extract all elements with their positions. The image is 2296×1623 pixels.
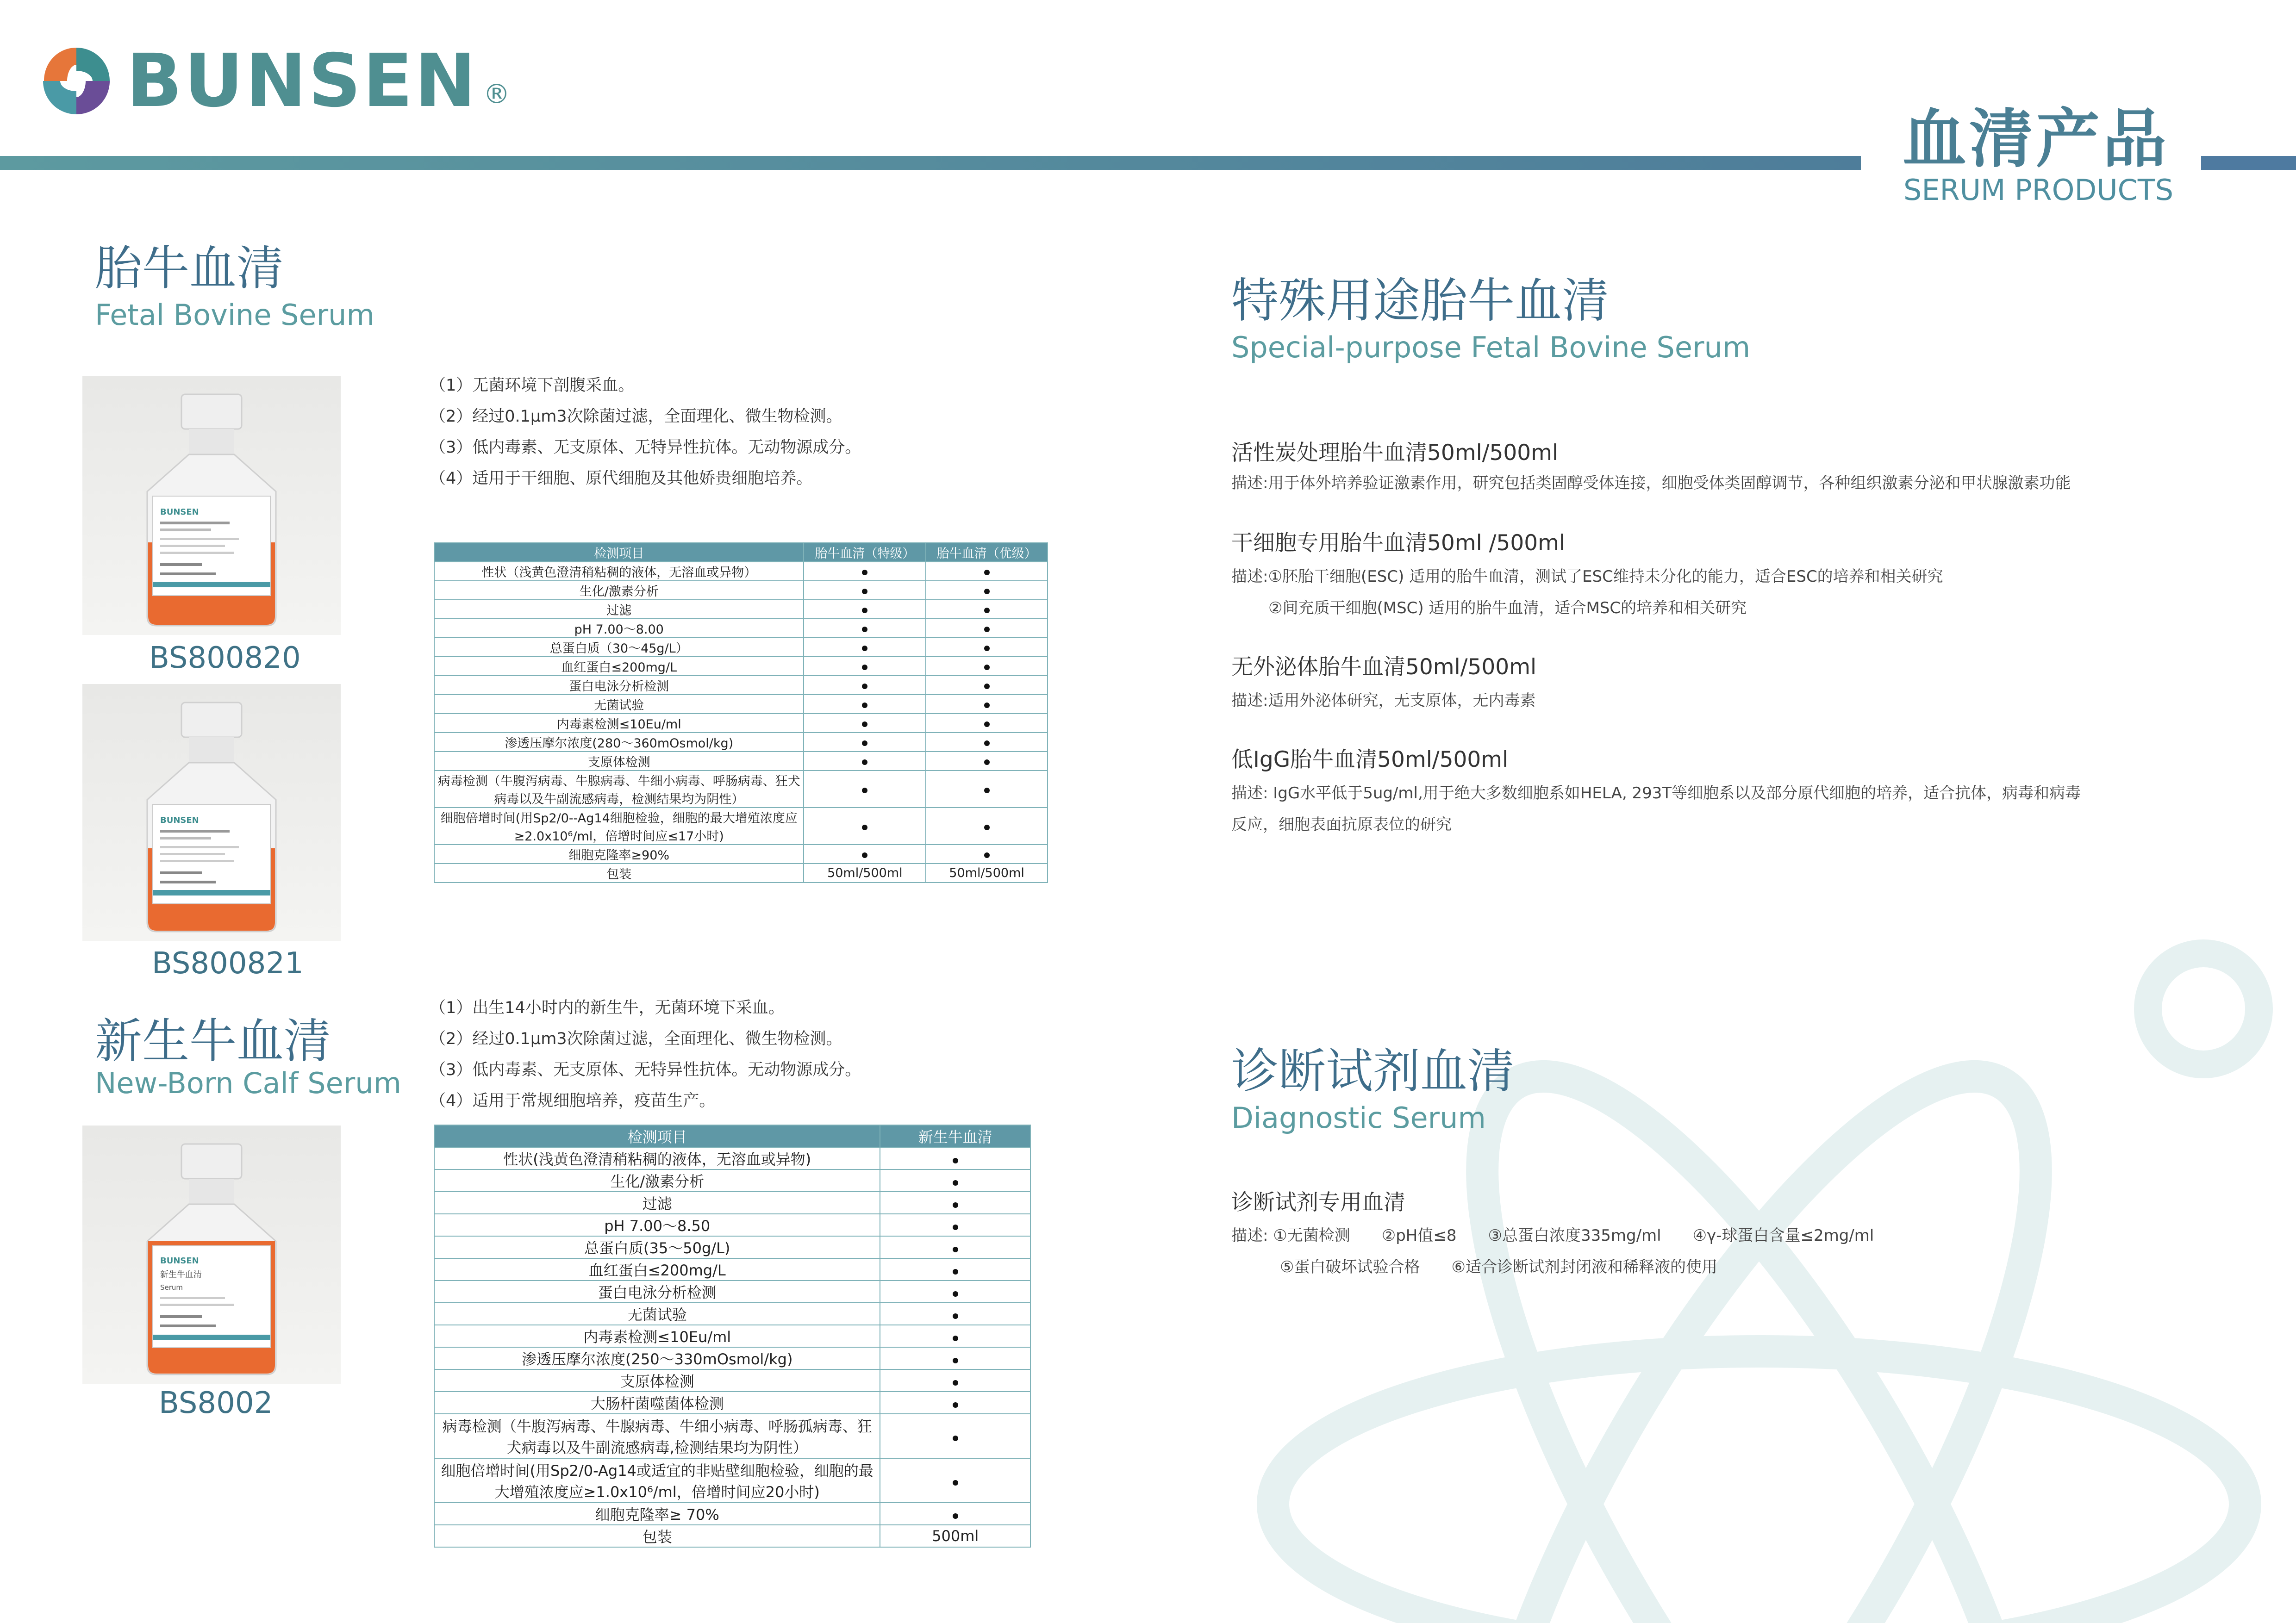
- nbcs-feature: （4）适用于常规细胞培养，疫苗生产。: [430, 1092, 716, 1110]
- dot-icon: [953, 1336, 958, 1341]
- dot-icon: [862, 627, 867, 632]
- table-header: 检测项目: [434, 1125, 880, 1147]
- table-cell-item: 包装: [434, 864, 804, 883]
- check-dot: [926, 638, 1048, 657]
- header-bar: [0, 156, 1861, 170]
- svg-text:BUNSEN: BUNSEN: [160, 507, 199, 517]
- table-cell-item: 大肠杆菌噬菌体检测: [434, 1392, 880, 1414]
- check-dot: [880, 1303, 1030, 1325]
- bottle-line: Serum: [160, 1283, 183, 1292]
- desc-line: 描述: IgG水平低于5ug/ml,用于绝大多数细胞系如HELA, 293T等细胞系以及部分原代细胞的培养，适合抗体，病毒和病毒: [1231, 784, 2081, 802]
- table-row: [434, 1192, 1030, 1214]
- special-item-desc: [1231, 561, 1943, 624]
- check-dot: [804, 771, 926, 808]
- dot-icon: [953, 1158, 958, 1163]
- special-item-title: 干细胞专用胎牛血清50ml /500ml: [1231, 530, 1565, 556]
- diagnostic-subtitle: Diagnostic Serum: [1231, 1101, 1486, 1135]
- table-row: [434, 1303, 1030, 1325]
- table-row: [434, 1147, 1030, 1169]
- dot-icon: [953, 1313, 958, 1319]
- table-cell-item: 细胞倍增时间(用Sp2/0--Ag14细胞检验，细胞的最大增殖浓度应≥2.0x10⁶/ml，倍增时间应≤17小时): [434, 808, 804, 845]
- check-dot: [926, 619, 1048, 638]
- dot-icon: [862, 665, 867, 670]
- check-dot: [926, 657, 1048, 676]
- table-row: [434, 771, 1048, 808]
- desc-line: 描述:适用外泌体研究，无支原体，无内毒素: [1231, 691, 1536, 710]
- desc-line: 描述: ①无菌检测 ②pH值≤8 ③总蛋白浓度335mg/ml ④γ-球蛋白含量≤2mg/ml: [1231, 1226, 1874, 1245]
- dot-icon: [862, 703, 867, 708]
- dot-icon: [984, 608, 990, 613]
- table-row: [434, 1281, 1030, 1303]
- product-image-bs800820: [82, 376, 341, 635]
- table-cell-item: 细胞克隆率≥90%: [434, 845, 804, 864]
- check-dot: [880, 1503, 1030, 1525]
- table-row: [434, 1503, 1030, 1525]
- check-dot: [926, 808, 1048, 845]
- check-dot: [926, 714, 1048, 733]
- table-cell-item: 蛋白电泳分析检测: [434, 676, 804, 695]
- serum-bottle-icon: [82, 1126, 341, 1384]
- nbcs-feature: （3）低内毒素、无支原体、无特异性抗体。无动物源成分。: [430, 1061, 861, 1079]
- dot-icon: [953, 1247, 958, 1252]
- check-dot: [804, 619, 926, 638]
- dot-icon: [984, 852, 990, 858]
- table-row: [434, 676, 1048, 695]
- diagnostic-desc: [1231, 1220, 1874, 1283]
- check-dot: [926, 695, 1048, 714]
- table-row: [434, 733, 1048, 752]
- table-cell-item: 病毒检测（牛腹泻病毒、牛腺病毒、牛细小病毒、呼肠孤病毒、狂犬病毒以及牛副流感病毒,检测结果均为阴性）: [434, 1414, 880, 1458]
- dot-icon: [984, 703, 990, 708]
- special-item-desc: [1231, 777, 2081, 840]
- logo-text: BUNSEN: [126, 38, 478, 124]
- dot-icon: [953, 1180, 958, 1186]
- dot-icon: [862, 608, 867, 613]
- dot-icon: [862, 788, 867, 793]
- table-row: [434, 600, 1048, 619]
- table-row: [434, 1325, 1030, 1347]
- table-row: [434, 808, 1048, 845]
- fbs-feature: （1）无菌环境下剖腹采血。: [430, 376, 635, 395]
- special-subtitle: Special-purpose Fetal Bovine Serum: [1231, 330, 1751, 364]
- table-cell-item: 支原体检测: [434, 752, 804, 771]
- table-row: [434, 695, 1048, 714]
- table-cell-item: 性状（浅黄色澄清稍粘稠的液体，无溶血或异物）: [434, 562, 804, 581]
- page-title: 血清产品: [1903, 102, 2170, 176]
- serum-bottle-icon: [82, 684, 341, 941]
- table-cell-item: 病毒检测（牛腹泻病毒、牛腺病毒、牛细小病毒、呼肠病毒、狂犬病毒以及牛副流感病毒，检测结果均为阴性）: [434, 771, 804, 808]
- special-title: 特殊用途胎牛血清: [1231, 274, 1609, 329]
- table-row: [434, 1214, 1030, 1236]
- table-cell-item: pH 7.00～8.50: [434, 1214, 880, 1236]
- table-cell-item: 内毒素检测≤10Eu/ml: [434, 1325, 880, 1347]
- dot-icon: [862, 684, 867, 689]
- table-row: [434, 864, 1048, 883]
- table-cell-item: 无菌试验: [434, 1303, 880, 1325]
- dot-icon: [953, 1202, 958, 1208]
- check-dot: [804, 733, 926, 752]
- desc-line: 描述:①胚胎干细胞(ESC) 适用的胎牛血清，测试了ESC维持未分化的能力，适合ESC的培养和相关研究: [1231, 567, 1943, 586]
- special-item-title: 无外泌体胎牛血清50ml/500ml: [1231, 654, 1537, 680]
- desc-line: ②间充质干细胞(MSC) 适用的胎牛血清，适合MSC的培养和相关研究: [1268, 599, 1747, 617]
- table-row: [434, 619, 1048, 638]
- table-cell-item: 无菌试验: [434, 695, 804, 714]
- dot-icon: [862, 646, 867, 651]
- registered-mark: ®: [483, 78, 510, 110]
- check-dot: [804, 676, 926, 695]
- check-dot: [880, 1347, 1030, 1369]
- table-row: [434, 1347, 1030, 1369]
- check-dot: [926, 752, 1048, 771]
- product-image-bs8002: [82, 1126, 341, 1384]
- table-row: [434, 752, 1048, 771]
- fbs-subtitle: Fetal Bovine Serum: [95, 298, 374, 332]
- check-dot: [880, 1258, 1030, 1281]
- special-item-desc: [1231, 467, 2071, 499]
- check-dot: [880, 1236, 1030, 1258]
- table-cell-item: 过滤: [434, 1192, 880, 1214]
- check-dot: [926, 771, 1048, 808]
- check-dot: [804, 808, 926, 845]
- dot-icon: [953, 1291, 958, 1297]
- check-dot: [926, 562, 1048, 581]
- diagnostic-title: 诊断试剂血清: [1231, 1044, 1515, 1099]
- table-row: [434, 1258, 1030, 1281]
- check-dot: [926, 733, 1048, 752]
- desc-line: 反应，细胞表面抗原表位的研究: [1231, 815, 1452, 834]
- brand-logo: [39, 38, 510, 124]
- nbcs-subtitle: New-Born Calf Serum: [95, 1066, 401, 1100]
- table-row: [434, 1458, 1030, 1503]
- table-cell-item: 生化/激素分析: [434, 1169, 880, 1192]
- fbs-feature: （3）低内毒素、无支原体、无特异性抗体。无动物源成分。: [430, 438, 861, 457]
- table-row: [434, 1369, 1030, 1392]
- table-cell-item: 细胞克隆率≥ 70%: [434, 1503, 880, 1525]
- dot-icon: [984, 589, 990, 594]
- dot-icon: [862, 721, 867, 727]
- table-row: [434, 638, 1048, 657]
- check-dot: [880, 1392, 1030, 1414]
- check-dot: [804, 657, 926, 676]
- fbs-spec-table: [434, 542, 1048, 883]
- check-dot: [926, 600, 1048, 619]
- check-dot: [880, 1214, 1030, 1236]
- header-bar-right: [2201, 156, 2296, 170]
- fbs-feature: （4）适用于干细胞、原代细胞及其他娇贵细胞培养。: [430, 469, 813, 488]
- dot-icon: [953, 1480, 958, 1486]
- svg-text:BUNSEN: BUNSEN: [160, 815, 199, 825]
- check-dot: [804, 845, 926, 864]
- table-row: [434, 1525, 1030, 1547]
- nbcs-spec-table: [434, 1125, 1031, 1548]
- dot-icon: [953, 1436, 958, 1441]
- dot-icon: [984, 646, 990, 651]
- dot-icon: [984, 825, 990, 830]
- table-cell-item: 支原体检测: [434, 1369, 880, 1392]
- dot-icon: [953, 1269, 958, 1275]
- page-subtitle: SERUM PRODUCTS: [1903, 173, 2174, 207]
- check-dot: [804, 695, 926, 714]
- check-dot: [880, 1281, 1030, 1303]
- fbs-feature: （2）经过0.1μm3次除菌过滤，全面理化、微生物检测。: [430, 407, 842, 426]
- product-image-bs800821: [82, 684, 341, 941]
- dot-icon: [862, 759, 867, 765]
- dot-icon: [953, 1225, 958, 1230]
- table-cell-item: 生化/激素分析: [434, 581, 804, 600]
- table-cell-item: 包装: [434, 1525, 880, 1547]
- check-dot: [880, 1192, 1030, 1214]
- check-dot: [880, 1147, 1030, 1169]
- check-dot: [804, 562, 926, 581]
- table-cell-item: 血红蛋白≤200mg/L: [434, 1258, 880, 1281]
- dot-icon: [984, 721, 990, 727]
- dot-icon: [953, 1402, 958, 1408]
- dot-icon: [862, 852, 867, 858]
- check-dot: [880, 1169, 1030, 1192]
- table-cell-value: 50ml/500ml: [804, 864, 926, 883]
- nbcs-feature: （2）经过0.1μm3次除菌过滤，全面理化、微生物检测。: [430, 1030, 842, 1048]
- special-item-title: 低IgG胎牛血清50ml/500ml: [1231, 747, 1509, 772]
- diagnostic-item-title: 诊断试剂专用血清: [1231, 1190, 1405, 1215]
- serum-bottle-icon: [82, 376, 341, 635]
- bottle-brand: BUNSEN: [160, 1256, 199, 1266]
- check-dot: [804, 638, 926, 657]
- table-cell-item: 细胞倍增时间(用Sp2/0-Ag14或适宜的非贴壁细胞检验，细胞的最大增殖浓度应≥1.0x10⁶/ml，倍增时间应20小时): [434, 1458, 880, 1503]
- check-dot: [804, 600, 926, 619]
- special-item-desc: [1231, 685, 1535, 716]
- check-dot: [926, 581, 1048, 600]
- table-row: [434, 1392, 1030, 1414]
- dot-icon: [984, 788, 990, 793]
- table-row: [434, 1414, 1030, 1458]
- table-row: [434, 714, 1048, 733]
- table-row: [434, 562, 1048, 581]
- table-cell-item: 总蛋白质（30～45g/L）: [434, 638, 804, 657]
- check-dot: [880, 1414, 1030, 1458]
- table-row: [434, 845, 1048, 864]
- table-header: 胎牛血清（特级）: [804, 543, 926, 562]
- table-cell-item: 渗透压摩尔浓度(280～360mOsmol/kg): [434, 733, 804, 752]
- check-dot: [804, 752, 926, 771]
- dot-icon: [953, 1380, 958, 1386]
- table-header: 胎牛血清（优级）: [926, 543, 1048, 562]
- table-cell-item: 渗透压摩尔浓度(250～330mOsmol/kg): [434, 1347, 880, 1369]
- table-cell-item: 总蛋白质(35～50g/L): [434, 1236, 880, 1258]
- fbs-feature-list: [430, 370, 861, 494]
- check-dot: [880, 1458, 1030, 1503]
- dot-icon: [984, 665, 990, 670]
- dot-icon: [862, 740, 867, 746]
- table-cell-item: 性状(浅黄色澄清稍粘稠的液体，无溶血或异物): [434, 1147, 880, 1169]
- dot-icon: [953, 1358, 958, 1363]
- table-row: [434, 581, 1048, 600]
- dot-icon: [984, 740, 990, 746]
- desc-line: 描述:用于体外培养验证激素作用，研究包括类固醇受体连接，细胞受体类固醇调节，各种组织激素分泌和甲状腺激素功能: [1231, 474, 2071, 492]
- bottle-name: 新生牛血清: [160, 1270, 202, 1280]
- check-dot: [926, 845, 1048, 864]
- table-header: 检测项目: [434, 543, 804, 562]
- dot-icon: [862, 570, 867, 575]
- dot-icon: [984, 570, 990, 575]
- special-item-title: 活性炭处理胎牛血清50ml/500ml: [1231, 440, 1559, 466]
- check-dot: [926, 676, 1048, 695]
- product-code-bs8002: BS8002: [159, 1386, 273, 1420]
- check-dot: [804, 714, 926, 733]
- table-cell-value: 50ml/500ml: [926, 864, 1048, 883]
- table-cell-item: 血红蛋白≤200mg/L: [434, 657, 804, 676]
- table-row: [434, 1169, 1030, 1192]
- check-dot: [880, 1369, 1030, 1392]
- table-cell-item: 内毒素检测≤10Eu/ml: [434, 714, 804, 733]
- nbcs-feature: （1）出生14小时内的新生牛，无菌环境下采血。: [430, 999, 785, 1017]
- product-code-bs800820: BS800820: [149, 641, 301, 675]
- table-cell-item: pH 7.00～8.00: [434, 619, 804, 638]
- dot-icon: [862, 825, 867, 830]
- product-code-bs800821: BS800821: [152, 946, 304, 981]
- desc-line: ⑤蛋白破坏试验合格 ⑥适合诊断试剂封闭液和稀释液的使用: [1280, 1258, 1717, 1276]
- nbcs-feature-list: [430, 993, 861, 1117]
- table-header: 新生牛血清: [880, 1125, 1030, 1147]
- table-row: [434, 1236, 1030, 1258]
- table-cell-item: 过滤: [434, 600, 804, 619]
- dot-icon: [984, 627, 990, 632]
- table-cell-value: 500ml: [880, 1525, 1030, 1547]
- table-cell-item: 蛋白电泳分析检测: [434, 1281, 880, 1303]
- dot-icon: [984, 684, 990, 689]
- bunsen-logo-icon: [39, 44, 113, 118]
- nbcs-title: 新生牛血清: [95, 1014, 331, 1069]
- dot-icon: [862, 589, 867, 594]
- fbs-title: 胎牛血清: [95, 241, 284, 296]
- check-dot: [804, 581, 926, 600]
- dot-icon: [953, 1513, 958, 1519]
- table-row: [434, 657, 1048, 676]
- dot-icon: [984, 759, 990, 765]
- check-dot: [880, 1325, 1030, 1347]
